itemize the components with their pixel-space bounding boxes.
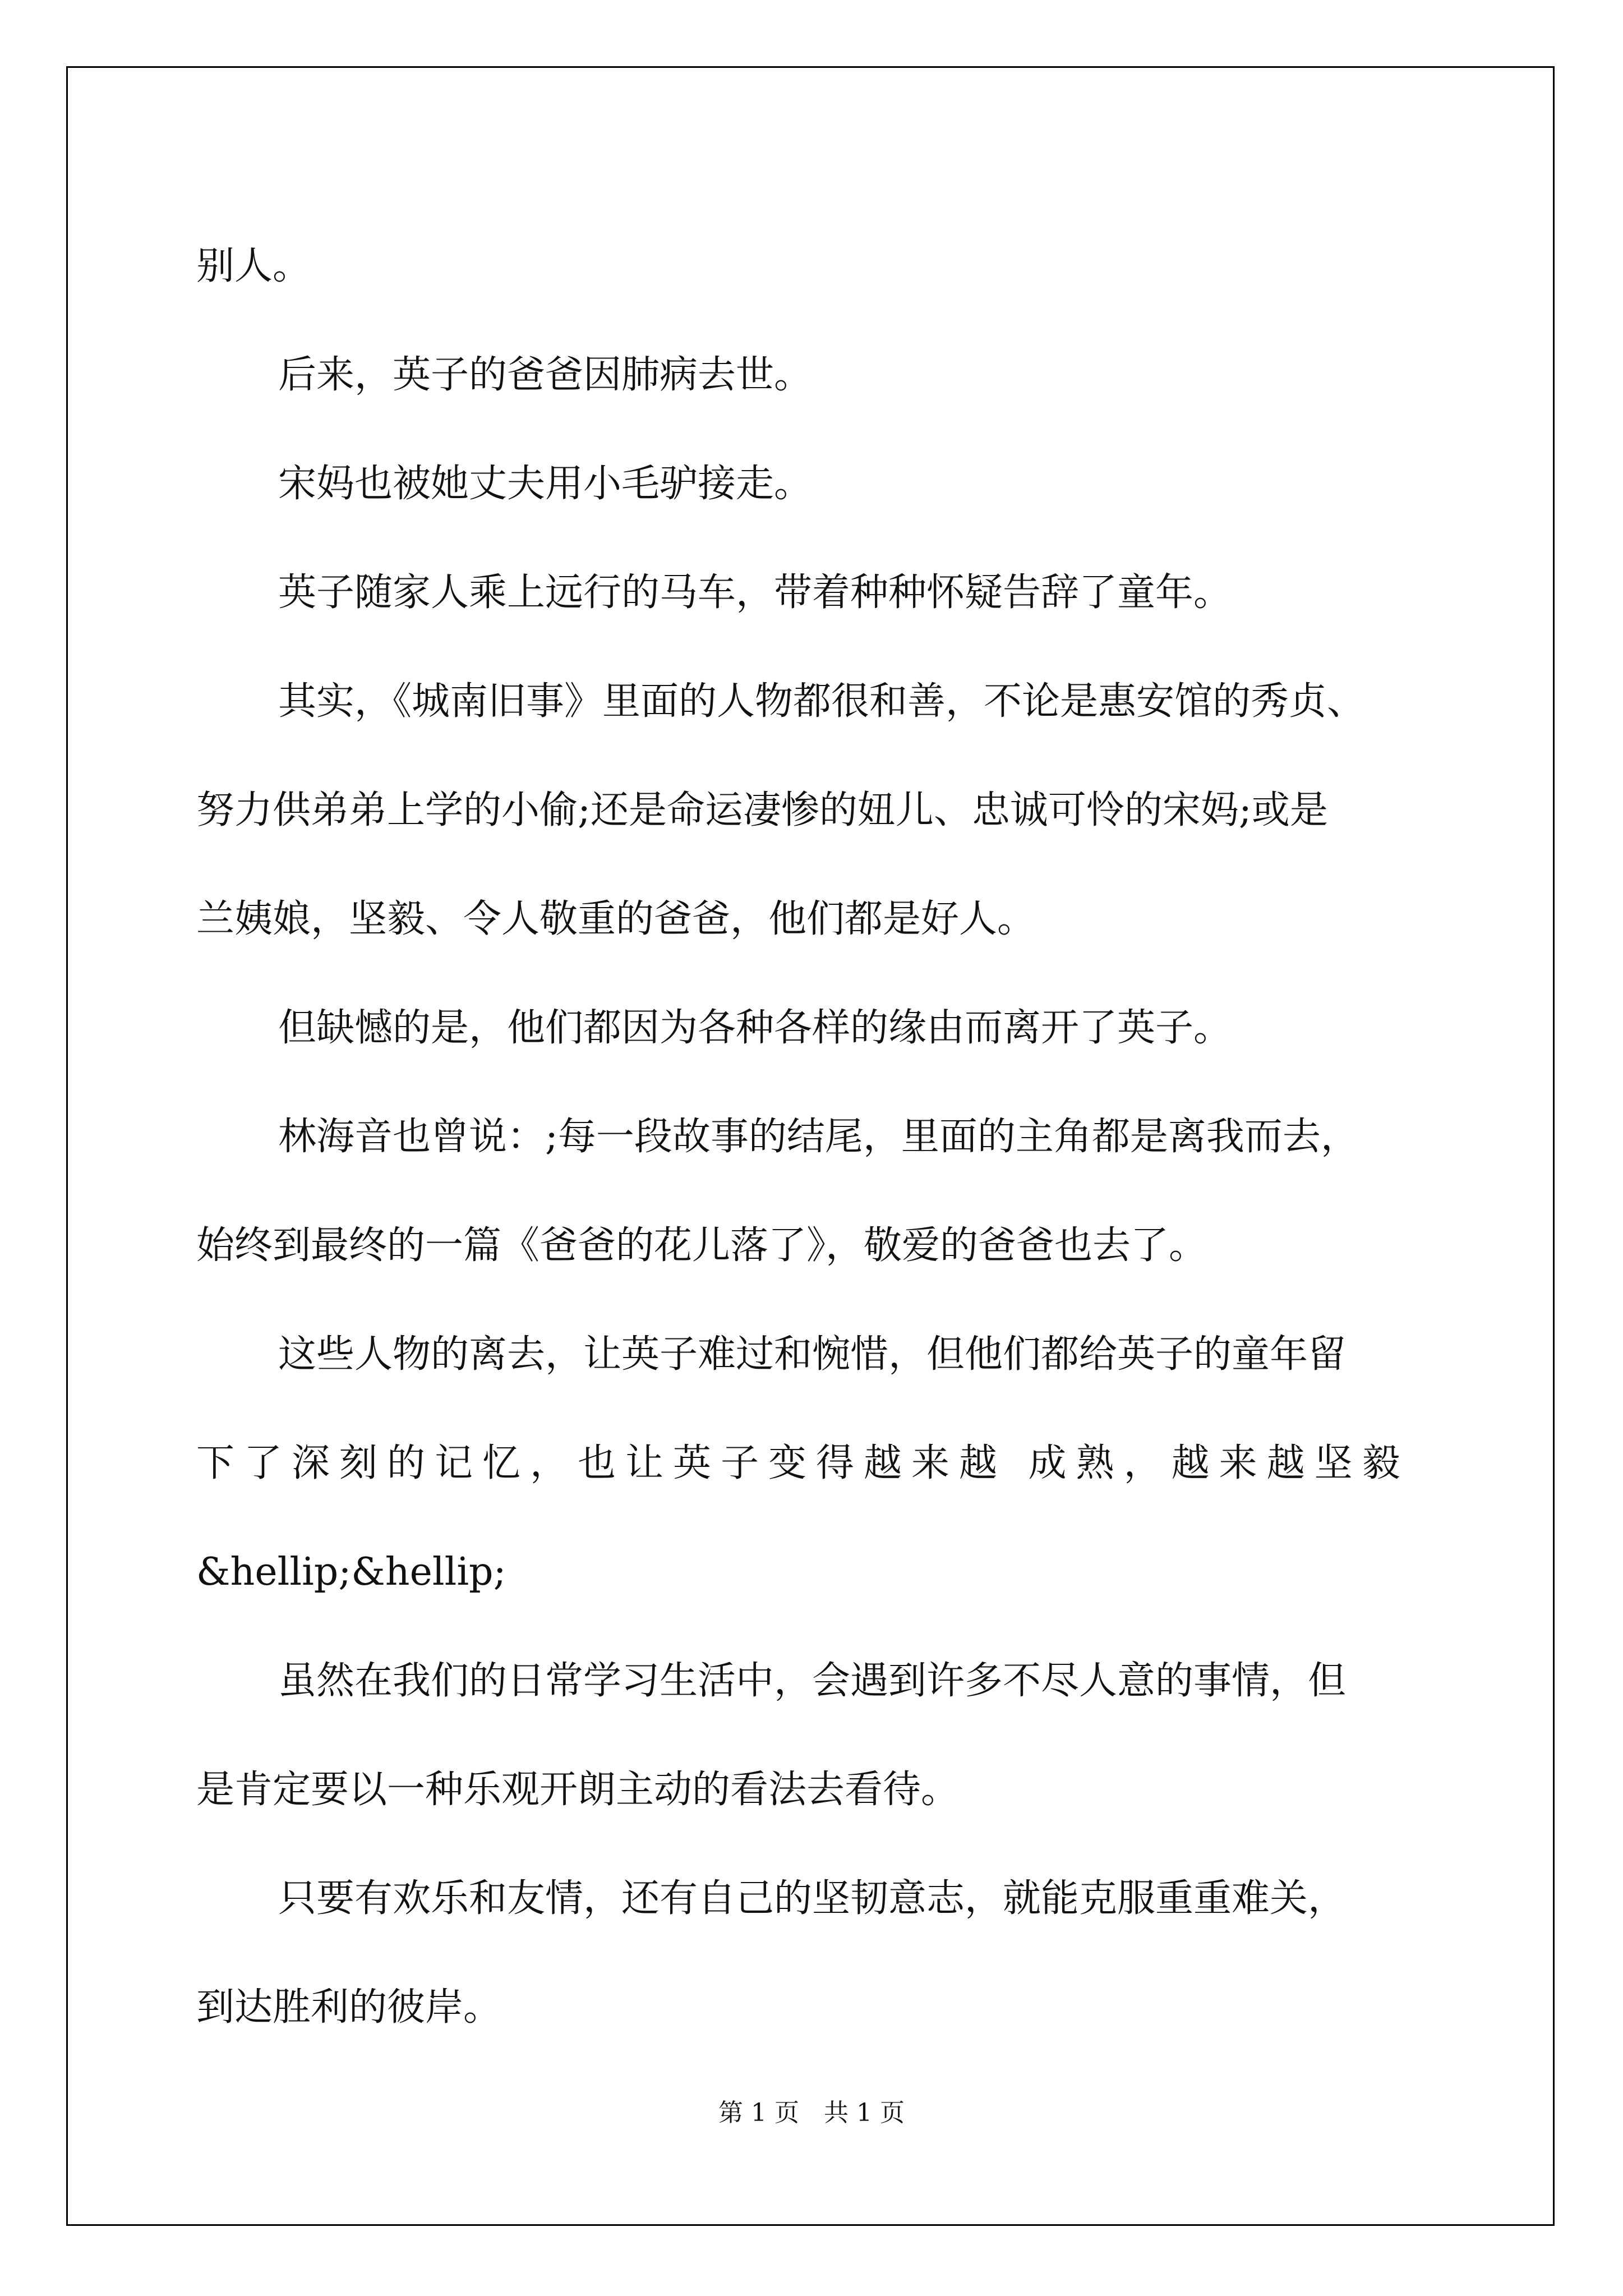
text-line: 后来，英子的爸爸因肺病去世。: [278, 353, 813, 397]
text-line: 但缺憾的是，他们都因为各种各样的缘由而离开了英子。: [278, 1006, 1232, 1050]
text-line: 努力供弟弟上学的小偷;还是命运凄惨的妞儿、忠诚可怜的宋妈;或是: [196, 788, 1328, 832]
page-number-footer: 第 1 页 共 1 页: [718, 2099, 905, 2127]
text-line: 到达胜利的彼岸。: [196, 1985, 502, 2030]
text-line: 别人。: [196, 244, 311, 288]
text-line: 是肯定要以一种乐观开朗主动的看法去看待。: [196, 1768, 960, 1812]
text-line: 下了深刻的记忆，也让英子变得越来越 成熟，越来越坚毅: [196, 1441, 1410, 1485]
text-line: 林海音也曾说：;每一段故事的结尾，里面的主角都是离我而去，: [278, 1115, 1359, 1159]
text-line: 这些人物的离去，让英子难过和惋惜，但他们都给英子的童年留: [278, 1332, 1347, 1377]
text-line: 始终到最终的一篇《爸爸的花儿落了》，敬爱的爸爸也去了。: [196, 1223, 1207, 1268]
text-line: &hellip;&hellip;: [196, 1550, 506, 1594]
text-line: 其实，《城南旧事》里面的人物都很和善，不论是惠安馆的秀贞、: [278, 679, 1366, 724]
text-line: 虽然在我们的日常学习生活中，会遇到许多不尽人意的事情，但: [278, 1659, 1347, 1703]
text-line: 只要有欢乐和友情，还有自己的坚韧意志，就能克服重重难关，: [278, 1876, 1347, 1921]
document-body: [196, 212, 1430, 2062]
text-line: 宋妈也被她丈夫用小毛驴接走。: [278, 462, 813, 506]
text-line: 英子随家人乘上远行的马车，带着种种怀疑告辞了童年。: [278, 570, 1232, 615]
text-line: 兰姨娘，坚毅、令人敬重的爸爸，他们都是好人。: [196, 897, 1036, 941]
